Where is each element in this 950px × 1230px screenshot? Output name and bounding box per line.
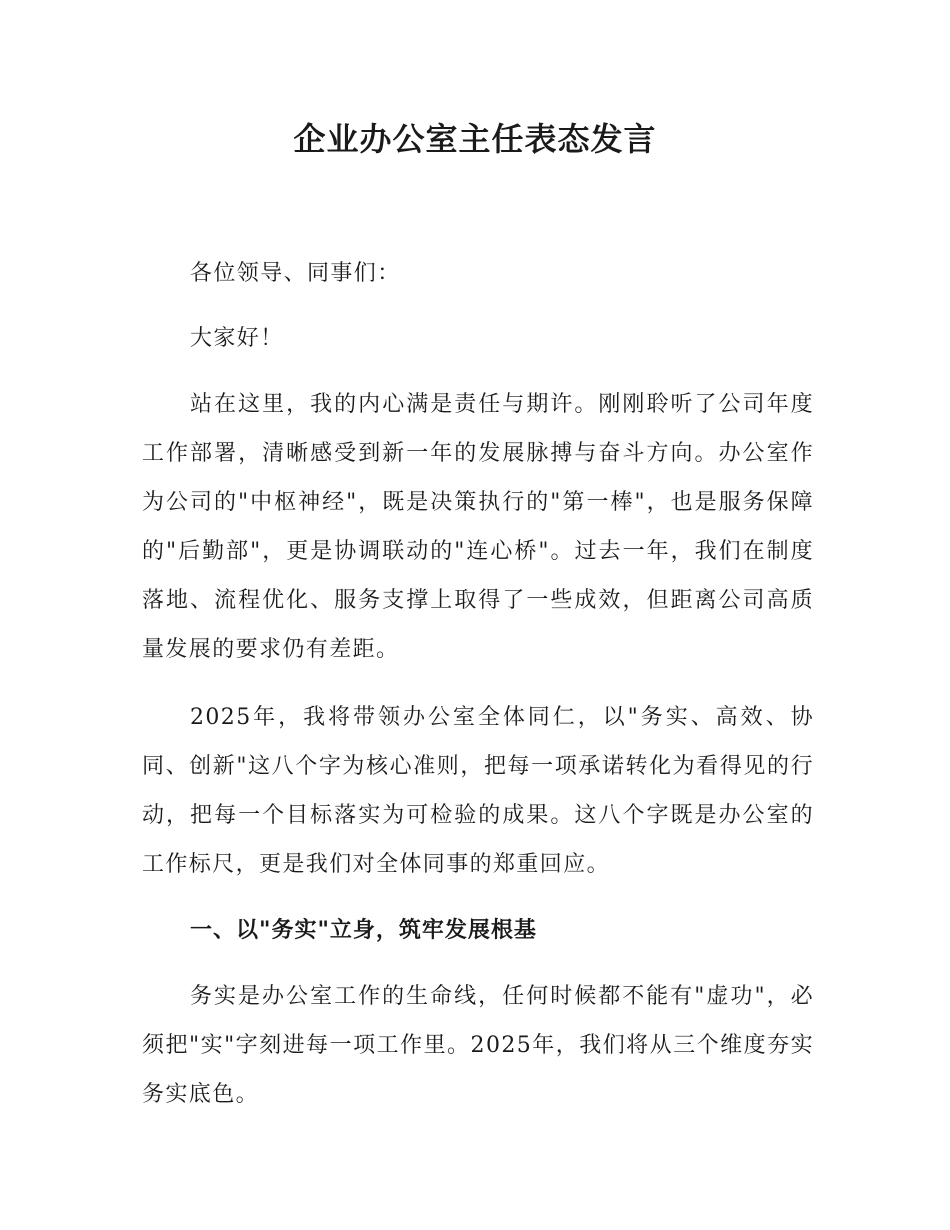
paragraph-commitment: 2025年，我将带领办公室全体同仁，以"务实、高效、协同、创新"这八个字为核心准则，把每一项承诺转化为看得见的行动，把每一个目标落实为可检验的成果。这八个字既是办公室的工作标尺，更是我们对全体同事的郑重回应。: [142, 705, 814, 877]
paragraph-intro: 站在这里，我的内心满是责任与期许。刚刚聆听了公司年度工作部署，清晰感受到新一年的发展脉搏与奋斗方向。办公室作为公司的"中枢神经"，既是决策执行的"第一棒"，也是服务保障的"后勤部"，更是协调联动的"连心桥"。过去一年，我们在制度落地、流程优化、服务支撑上取得了一些成效，但距离公司高质量发展的要求仍有差距。: [142, 392, 814, 662]
paragraph-section-1: 务实是办公室工作的生命线，任何时候都不能有"虚功"，必须把"实"字刻进每一项工作里。2025年，我们将从三个维度夯实务实底色。: [142, 984, 814, 1107]
salutation: 各位领导、同事们：: [190, 261, 401, 286]
section-heading-1: 一、以"务实"立身，筑牢发展根基: [190, 918, 537, 943]
document-title: 企业办公室主任表态发言: [293, 120, 657, 158]
greeting: 大家好！: [190, 326, 284, 351]
